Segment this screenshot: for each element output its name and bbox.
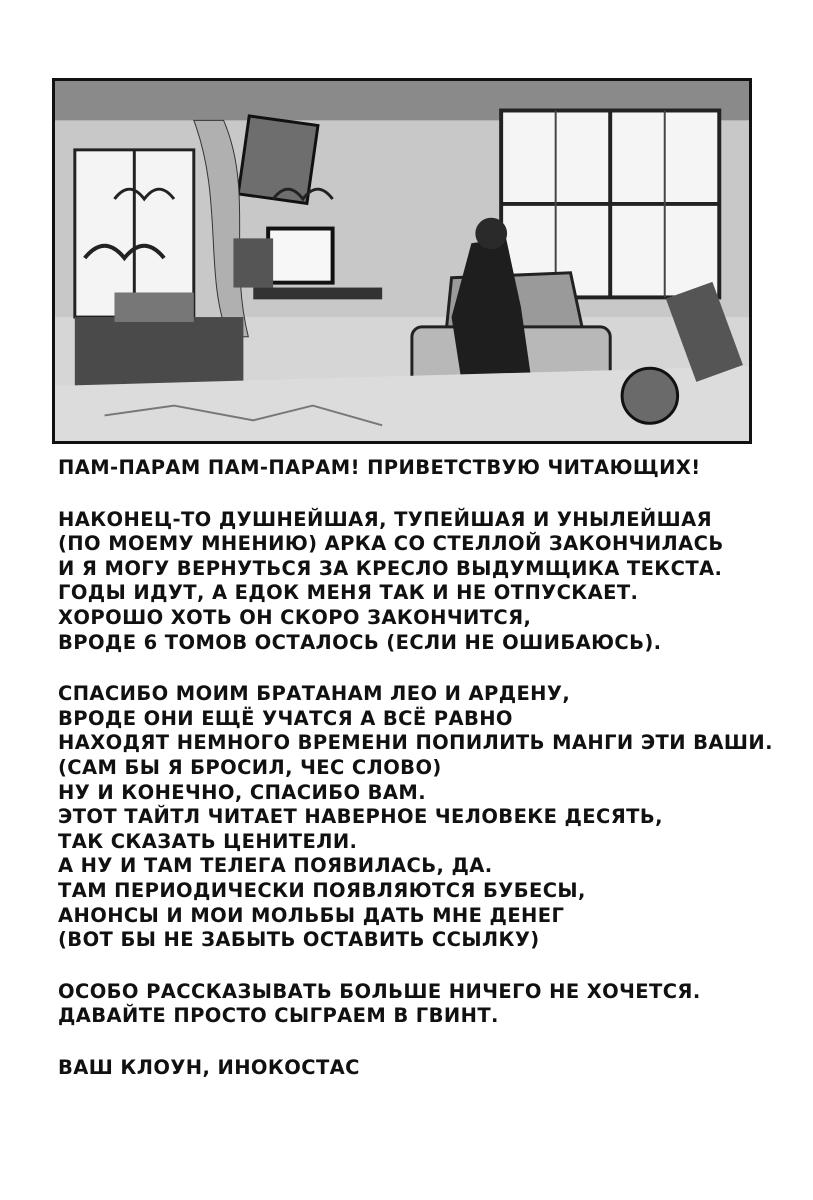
text-line: НАХОДЯТ НЕМНОГО ВРЕМЕНИ ПОПИЛИТЬ МАНГИ ЭТИ ВАШИ. (58, 731, 773, 755)
ruined-room-illustration (55, 81, 749, 441)
text-line: И Я МОГУ ВЕРНУТЬСЯ ЗА КРЕСЛО ВЫДУМЩИКА ТЕКСТА. (58, 556, 723, 580)
paragraph-signature (58, 1056, 798, 1081)
signature-line: ВАШ КЛОУН, ИНОКОСТАС (58, 1055, 360, 1079)
text-line: (ВОТ БЫ НЕ ЗАБЫТЬ ОСТАВИТЬ ССЫЛКУ) (58, 928, 540, 952)
text-line: ТАК СКАЗАТЬ ЦЕНИТЕЛИ. (58, 829, 358, 853)
paragraph-thanks (58, 682, 798, 953)
paragraph-gwent (58, 980, 798, 1029)
text-line: ЭТОТ ТАЙТЛ ЧИТАЕТ НАВЕРНОЕ ЧЕЛОВЕКЕ ДЕСЯТЬ, (58, 805, 663, 829)
text-line: ВРОДЕ ОНИ ЕЩЁ УЧАТСЯ А ВСЁ РАВНО (58, 706, 513, 730)
afterword-text (58, 456, 798, 1107)
text-line: ГОДЫ ИДУТ, А ЕДОК МЕНЯ ТАК И НЕ ОТПУСКАЕТ. (58, 581, 639, 605)
text-line: (САМ БЫ Я БРОСИЛ, ЧЕС СЛОВО) (58, 755, 442, 779)
paragraph-greeting (58, 456, 798, 481)
text-line: (ПО МОЕМУ МНЕНИЮ) АРКА СО СТЕЛЛОЙ ЗАКОНЧИЛАСЬ (58, 532, 724, 556)
text-line: ТАМ ПЕРИОДИЧЕСКИ ПОЯВЛЯЮТСЯ БУБЕСЫ, (58, 878, 586, 902)
text-line: НУ И КОНЕЧНО, СПАСИБО ВАМ. (58, 780, 427, 804)
text-line: АНОНСЫ И МОИ МОЛЬБЫ ДАТЬ МНЕ ДЕНЕГ (58, 903, 565, 927)
text-line: ХОРОШО ХОТЬ ОН СКОРО ЗАКОНЧИТСЯ, (58, 605, 532, 629)
text-line: ОСОБО РАССКАЗЫВАТЬ БОЛЬШЕ НИЧЕГО НЕ ХОЧЕТСЯ. (58, 979, 701, 1003)
text-line: ПАМ-ПАРАМ ПАМ-ПАРАМ! ПРИВЕТСТВУЮ ЧИТАЮЩИХ! (58, 456, 701, 479)
manga-panel-illustration (52, 78, 752, 444)
text-line: ДАВАЙТЕ ПРОСТО СЫГРАЕМ В ГВИНТ. (58, 1004, 499, 1028)
text-line: СПАСИБО МОИМ БРАТАНАМ ЛЕО И АРДЕНУ, (58, 682, 571, 706)
text-line: НАКОНЕЦ-ТО ДУШНЕЙШАЯ, ТУПЕЙШАЯ И УНЫЛЕЙШАЯ (58, 507, 713, 531)
text-line: А НУ И ТАМ ТЕЛЕГА ПОЯВИЛАСЬ, ДА. (58, 854, 493, 878)
text-line: ВРОДЕ 6 ТОМОВ ОСТАЛОСЬ (ЕСЛИ НЕ ОШИБАЮСЬ). (58, 630, 662, 654)
paragraph-arc-finished (58, 508, 798, 656)
